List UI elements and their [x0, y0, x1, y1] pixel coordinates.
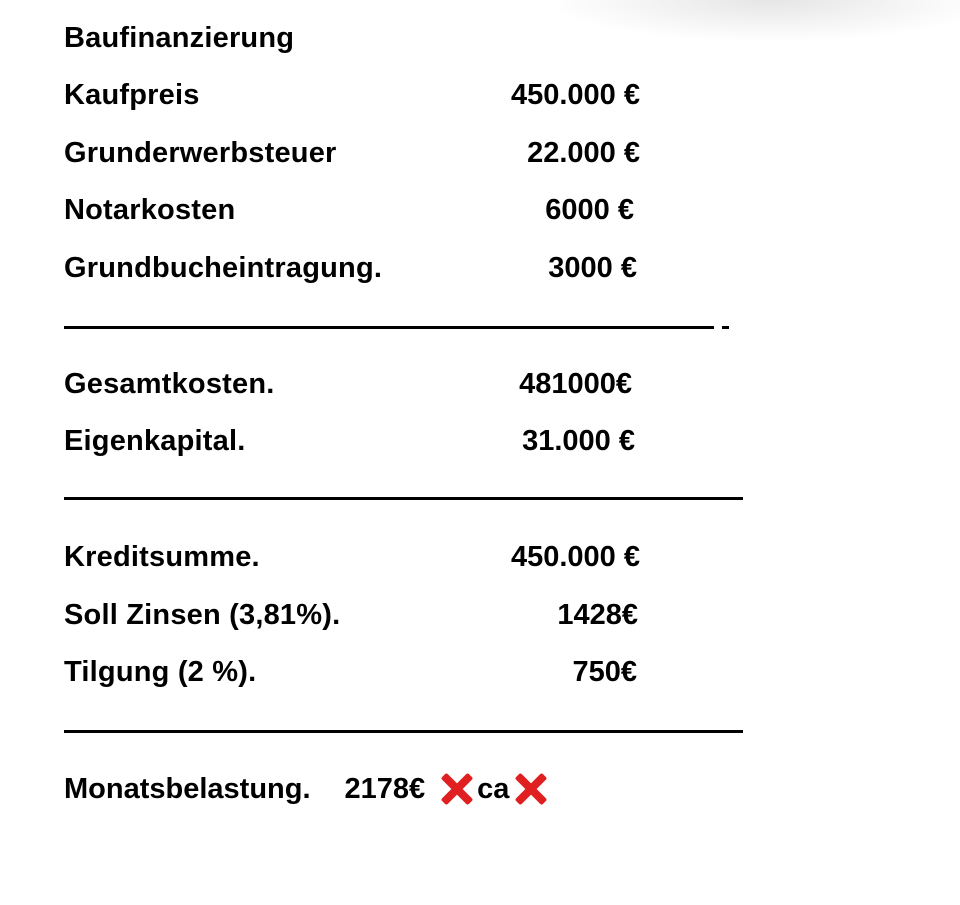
loan-label-tilgung: Tilgung (2 %).: [64, 656, 257, 688]
loan-label-kreditsumme: Kreditsumme.: [64, 541, 260, 573]
subtotal-label-eigenkapital: Eigenkapital.: [64, 425, 246, 457]
result-suffix: ca: [477, 772, 510, 805]
item-label-grunderwerbsteuer: Grunderwerbsteuer: [64, 137, 337, 169]
result-value: 2178€: [344, 772, 426, 805]
subtotal-value-eigenkapital: 31.000 €: [522, 425, 635, 457]
loan-value-kreditsumme: 450.000 €: [510, 541, 640, 573]
result-row: [64, 770, 551, 808]
cross-mark-icon: [437, 770, 475, 808]
loan-value-soll-zinsen: 1428€: [557, 599, 638, 631]
divider-line-tail: [722, 326, 729, 329]
loan-label-soll-zinsen: Soll Zinsen (3,81%).: [64, 599, 341, 631]
result-label: Monatsbelastung.: [64, 772, 311, 805]
divider-line: [64, 497, 743, 500]
item-value-grundbucheintragung: 3000 €: [548, 252, 637, 284]
divider-line: [64, 326, 714, 329]
subtotal-value-gesamtkosten: 481000€: [519, 368, 632, 400]
divider-line: [64, 730, 743, 733]
item-label-grundbucheintragung: Grundbucheintragung.: [64, 252, 383, 284]
loan-value-tilgung: 750€: [572, 656, 637, 688]
item-value-grunderwerbsteuer: 22.000 €: [527, 137, 640, 169]
item-value-notarkosten: 6000 €: [545, 194, 634, 226]
cross-mark-icon: [511, 770, 549, 808]
subtotal-label-gesamtkosten: Gesamtkosten.: [64, 368, 275, 400]
item-label-kaufpreis: Kaufpreis: [64, 79, 200, 111]
document-title: Baufinanzierung: [64, 22, 295, 54]
item-label-notarkosten: Notarkosten: [64, 194, 236, 226]
item-value-kaufpreis: 450.000 €: [510, 79, 640, 111]
